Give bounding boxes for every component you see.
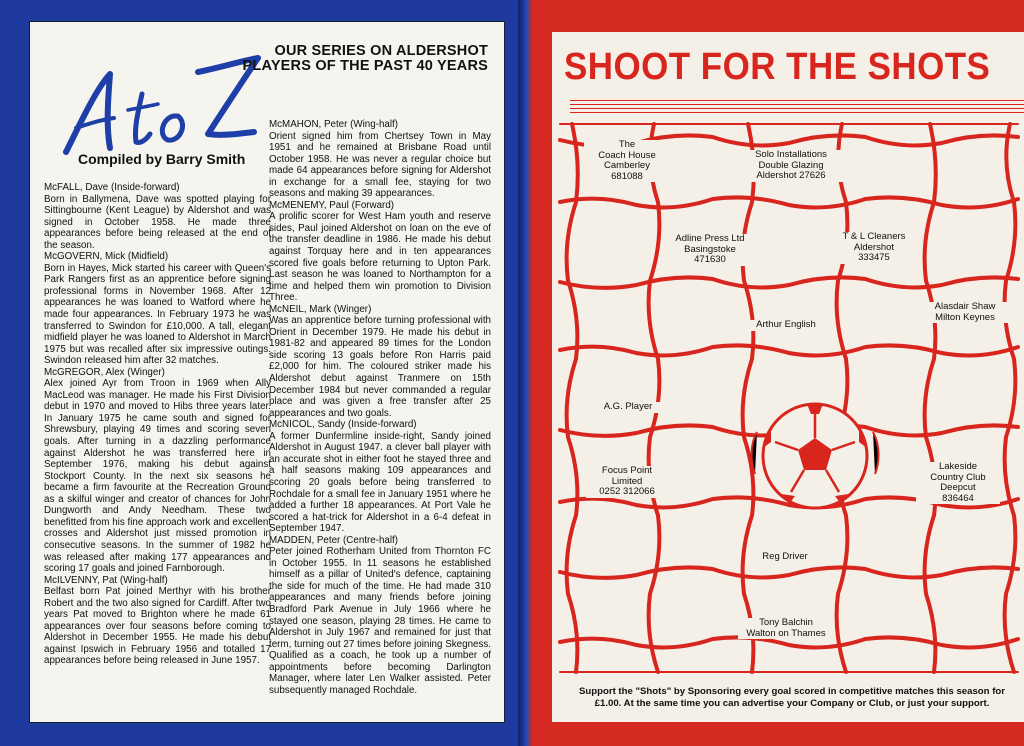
player-name: McGOVERN, Mick (Midfield) bbox=[44, 251, 169, 263]
player-name: McILVENNY, Pat (Wing-half) bbox=[44, 574, 168, 586]
net-line bbox=[567, 124, 578, 672]
player-bio: Born in Hayes, Mick started his career with Queen's Park Rangers first as an apprentice before signing professional forms in November 1968. After 12 appearances he was loaned to Watford where he made four appearances. In February 1973 he was transferred to Swindon for £10,000. A tall, elegant midfield player he was loaned to Aldershot in March 1975 but was recalled after six impressive outings. Swindon released him after 32 matches. bbox=[44, 262, 271, 367]
sponsor-label: Lakeside Country Club Deepcut 836464 bbox=[916, 462, 1000, 504]
player-name: McNEIL, Mark (Winger) bbox=[269, 303, 372, 315]
sponsor-label: Arthur English bbox=[748, 320, 824, 331]
sponsor-label: Tony Balchin Walton on Thames bbox=[738, 618, 834, 639]
player-bio: A former Dunfermline inside-right, Sandy joined Aldershot in August 1947. a clever ball player with an accurate shot in either foot he stayed three and a half seasons making 109 appearances and scoring 20 goals before being transferred to Rochdale for a small fee in January 1951 where he added a further 18 appearances. At Port Vale he scored a hat-trick for Aldershot in a 6-4 defeat in September 1947. bbox=[269, 430, 491, 535]
sponsorship-note: Support the "Shots" by Sponsoring every goal scored in competitive matches this season for £1.00. At the same time you can advertise your Company or Club, or just your support. bbox=[579, 686, 1005, 709]
right-page bbox=[532, 0, 1024, 746]
player-bio: Orient signed him from Chertsey Town in May 1951 and he remained at Brisbane Road until October 1958. He was never a regular choice but made 64 appearances before signing for Aldershot in exchange for a small fee, staying for two seasons and making 39 appearances. bbox=[269, 130, 491, 200]
player-bio: Born in Ballymena, Dave was spotted playing for Sittingbourne (Kent League) by Aldershot and was signed in October 1958. He made three appearances before being released at the end of the season. bbox=[44, 193, 271, 251]
player-name: MADDEN, Peter (Centre-half) bbox=[269, 534, 399, 546]
sponsor-panel bbox=[552, 32, 1024, 722]
sponsor-label: The Coach House Camberley 681088 bbox=[584, 140, 670, 182]
player-entry bbox=[269, 419, 491, 534]
page-title: SHOOT FOR THE SHOTS bbox=[564, 46, 991, 88]
player-name: McFALL, Dave (Inside-forward) bbox=[44, 182, 180, 193]
sponsor-label: Adline Press Ltd Basingstoke 471630 bbox=[664, 234, 756, 266]
net-line bbox=[560, 345, 1018, 355]
football-icon bbox=[752, 404, 879, 508]
sponsor-label: Reg Driver bbox=[754, 552, 816, 563]
net-line bbox=[560, 277, 1018, 287]
net-line bbox=[560, 197, 1018, 207]
player-bio: Peter joined Rotherham United from Thornton FC in October 1955. In 11 seasons he established himself as a pillar of United's defence, captaining the side for much of the time. He had made 310 appearances and many friends before joining Bradford Park Avenue in July 1966 where he stayed one season, playing 28 times. He came to Aldershot in July 1967 and remained for just that term, turning out 27 times before joining Skegness. Qualified as a coach, he took up a number of appointments before becoming Darlington Manager, where later Len Walker assisted. Peter subsequently managed Rochdale. bbox=[269, 546, 491, 696]
player-entry bbox=[269, 535, 491, 697]
article-column-left bbox=[44, 182, 271, 667]
compiled-by: Compiled by Barry Smith bbox=[78, 151, 246, 167]
player-entry bbox=[269, 119, 491, 200]
sponsor-label: T & L Cleaners Aldershot 333475 bbox=[828, 232, 920, 264]
article-column-right bbox=[269, 119, 491, 696]
player-bio: A prolific scorer for West Ham youth and reserve sides, Paul joined Aldershot on loan on the eve of the transfer deadline in 1986. He made his debut against Torquay here and in ten appearances scored five goals before returning to Upton Park. Last season he was loaned to Northampton for a time and helped them win promotion to Division Three. bbox=[269, 211, 491, 304]
sponsor-label: Focus Point Limited 0252 312066 bbox=[586, 466, 668, 498]
player-bio: Belfast born Pat joined Merthyr with his brother Robert and the two also signed for Cardiff. After two years Pat moved to Brighton where he made 61 appearances over four seasons before coming to Aldershot in December 1955. He made his debut against Ipswich in February 1956 and totalled 17 appearances before being released in June 1957. bbox=[44, 586, 271, 667]
net-line bbox=[925, 124, 936, 672]
player-entry bbox=[44, 575, 271, 667]
player-entry bbox=[269, 304, 491, 419]
sponsor-label: Alasdair Shaw Milton Keynes bbox=[914, 302, 1016, 323]
series-title: OUR SERIES ON ALDERSHOT PLAYERS OF THE PAST 40 YEARS bbox=[242, 43, 488, 74]
player-name: McNICOL, Sandy (Inside-forward) bbox=[269, 419, 417, 431]
player-name: McMAHON, Peter (Wing-half) bbox=[269, 119, 399, 130]
article-panel bbox=[30, 22, 504, 722]
sponsor-label: Solo Installations Double Glazing Aldershot 27626 bbox=[738, 150, 844, 182]
net-line bbox=[743, 124, 754, 672]
player-entry bbox=[44, 251, 271, 366]
player-entry bbox=[44, 182, 271, 251]
player-entry bbox=[44, 367, 271, 575]
player-name: McMENEMY, Paul (Forward) bbox=[269, 199, 395, 211]
player-bio: Was an apprentice before turning professional with Orient in December 1979. He made his debut in 1981-82 and appeared 89 times for the London side scoring 13 goals before Ron Harris paid £2,000 for him. The coloured striker made his Aldershot debut against Tranmere on 15th December 1984 but never commanded a regular place and was given a free transfer after 25 appearances and two goals. bbox=[269, 315, 491, 419]
sponsor-label: A.G. Player bbox=[592, 402, 664, 413]
player-entry bbox=[269, 200, 491, 304]
net-line bbox=[560, 567, 1018, 577]
net-line bbox=[1005, 124, 1016, 672]
player-name: McGREGOR, Alex (Winger) bbox=[44, 366, 165, 378]
player-bio: Alex joined Ayr from Troon in 1969 when Ally MacLeod was manager. He made his First Division debut in 1970 and moved to Hibs three years later. In January 1975 he came south and signed for Shrewsbury, playing 49 times and scoring seven goals. After turning in a dazzling performance against Aldershot he was transferred here in September 1976, making his debut against Stockport County. In the next six seasons he became a firm favourite at the Recreation Ground as a skilful winger and creator of chances for John Dungworth and Andy Needham. These two benefitted from his fine approach work and excellent crosses and Aldershot just missed promotion in consecutive seasons. In the summer of 1982 he was released after making 177 appearances and scoring 17 goals and joined Farnborough. bbox=[44, 378, 271, 575]
